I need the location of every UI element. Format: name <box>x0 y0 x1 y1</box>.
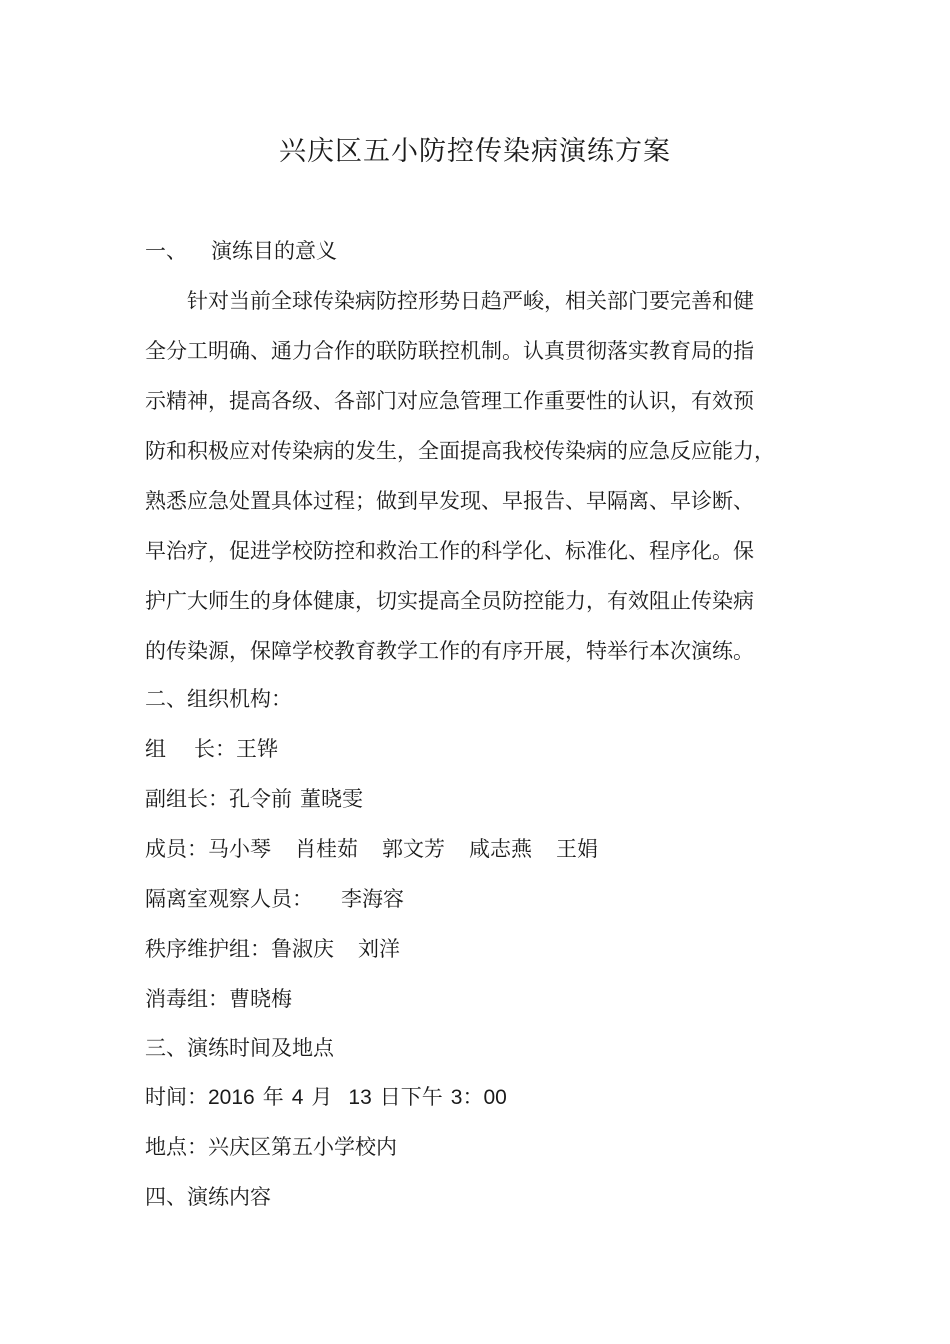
isolation-name: 李海容 <box>341 887 404 911</box>
paragraph-line: 护广大师生的身体健康，切实提高全员防控能力，有效阻止传染病 <box>145 589 754 613</box>
member-name: 马小琴 <box>208 837 271 861</box>
order-label: 秩序维护组： <box>145 937 271 961</box>
time-hour: 3 <box>450 1086 463 1109</box>
deputy-name: 孔令前 <box>229 787 292 811</box>
paragraph-line: 熟悉应急处置具体过程；做到早发现、早报告、早隔离、早诊断、 <box>145 489 754 513</box>
disinfect-label: 消毒组： <box>145 987 229 1011</box>
time-minute: 00 <box>483 1086 507 1109</box>
member-name: 王娟 <box>556 837 598 861</box>
paragraph-line: 示精神，提高各级、各部门对应急管理工作重要性的认识，有效预 <box>145 389 754 413</box>
section-1-number: 一、 <box>145 239 187 263</box>
deputy-name: 董晓雯 <box>300 787 363 811</box>
paragraph-line: 早治疗，促进学校防控和救治工作的科学化、标准化、程序化。保 <box>145 539 754 563</box>
time-day-unit: 日下午 <box>379 1085 443 1109</box>
time-year-unit: 年 <box>262 1085 284 1109</box>
deputy-line <box>145 784 363 814</box>
paragraph-line: 针对当前全球传染病防控形势日趋严峻，相关部门要完善和健 <box>187 289 754 313</box>
place-value: 兴庆区第五小学校内 <box>208 1135 397 1159</box>
member-name: 咸志燕 <box>469 837 532 861</box>
paragraph-line: 防和积极应对传染病的发生，全面提高我校传染病的应急反应能力， <box>145 439 775 463</box>
time-line <box>145 1082 507 1113</box>
disinfect-name: 曹晓梅 <box>229 987 292 1011</box>
time-label: 时间： <box>145 1085 208 1109</box>
section-3-heading: 三、演练时间及地点 <box>145 1036 334 1060</box>
section-1-paragraph <box>145 276 825 676</box>
member-name: 肖桂茹 <box>295 837 358 861</box>
leader-line <box>145 734 278 764</box>
deputy-label: 副组长： <box>145 787 229 811</box>
isolation-label: 隔离室观察人员： <box>145 887 313 911</box>
leader-label-a: 组 <box>145 737 166 761</box>
section-1-heading <box>145 236 337 266</box>
time-separator: ： <box>462 1085 484 1109</box>
time-month-unit: 月 <box>311 1085 333 1109</box>
time-day: 13 <box>348 1086 372 1109</box>
place-label: 地点： <box>145 1135 208 1159</box>
member-name: 郭文芳 <box>382 837 445 861</box>
leader-label-b: 长： <box>194 737 236 761</box>
order-name: 刘洋 <box>358 937 400 961</box>
isolation-line <box>145 884 404 914</box>
members-label: 成员： <box>145 837 208 861</box>
time-year: 2016 <box>208 1086 255 1109</box>
disinfect-line <box>145 984 292 1014</box>
section-2-heading: 二、组织机构： <box>145 687 292 711</box>
paragraph-line: 的传染源，保障学校教育教学工作的有序开展，特举行本次演练。 <box>145 639 754 663</box>
section-4-heading: 四、演练内容 <box>145 1185 271 1209</box>
section-1-title: 演练目的意义 <box>211 239 337 263</box>
leader-name: 王铧 <box>236 737 278 761</box>
order-name: 鲁淑庆 <box>271 937 334 961</box>
time-month: 4 <box>291 1086 304 1109</box>
place-line <box>145 1132 397 1162</box>
paragraph-line: 全分工明确、通力合作的联防联控机制。认真贯彻落实教育局的指 <box>145 339 754 363</box>
document-title: 兴庆区五小防控传染病演练方案 <box>279 136 671 167</box>
members-line <box>145 834 598 864</box>
order-line <box>145 934 400 964</box>
